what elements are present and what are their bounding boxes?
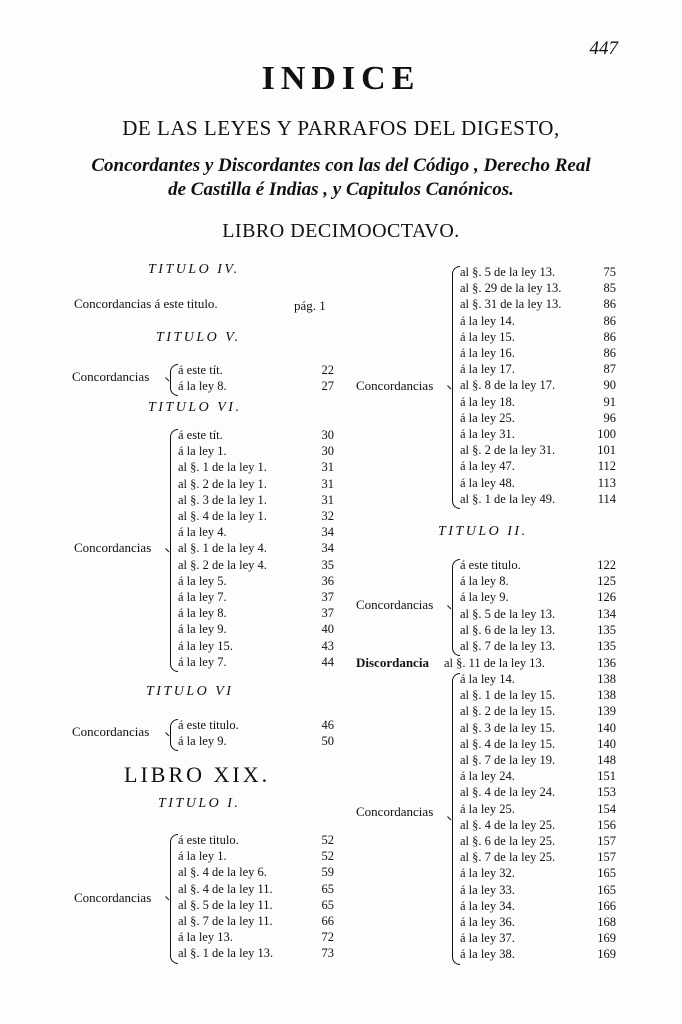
index-row-page: 22 bbox=[321, 363, 334, 377]
index-row bbox=[460, 687, 616, 703]
index-row-page: 36 bbox=[321, 573, 334, 588]
index-row bbox=[460, 638, 616, 654]
index-row bbox=[460, 606, 616, 622]
bracket bbox=[452, 266, 460, 509]
index-row bbox=[460, 671, 616, 687]
index-row-page: 138 bbox=[597, 672, 616, 686]
index-row-page: 135 bbox=[597, 622, 616, 637]
bracket bbox=[170, 834, 178, 964]
index-row-text: á la ley 14. bbox=[460, 313, 515, 328]
index-row-page: 114 bbox=[597, 491, 616, 506]
titulo-vi-b-label: Concordancias bbox=[72, 724, 150, 739]
index-row-text: al §. 1 de la ley 15. bbox=[460, 688, 556, 703]
index-row-page: 75 bbox=[603, 265, 616, 279]
concord2-label: Concordancias bbox=[356, 804, 434, 819]
index-row bbox=[178, 476, 334, 492]
index-row-text: al §. 2 de la ley 1. bbox=[178, 476, 267, 491]
index-row-page: 59 bbox=[321, 865, 334, 880]
index-row-page: 31 bbox=[321, 460, 334, 475]
index-row bbox=[460, 589, 616, 605]
index-row-text: al §. 6 de la ley 13. bbox=[460, 622, 556, 637]
index-row-page: 30 bbox=[321, 428, 334, 442]
index-row-page: 50 bbox=[321, 734, 334, 749]
index-row-text: al §. 7 de la ley 13. bbox=[460, 639, 556, 653]
index-row-text: al §. 3 de la ley 1. bbox=[178, 492, 267, 507]
index-row-page: 90 bbox=[603, 378, 616, 393]
index-row-page: 86 bbox=[603, 346, 616, 360]
index-row-page: 32 bbox=[321, 509, 334, 523]
index-row-text: á la ley 31. bbox=[460, 427, 515, 441]
index-row bbox=[460, 736, 616, 752]
index-row-text: á este tít. bbox=[178, 363, 223, 377]
index-row bbox=[460, 264, 616, 280]
index-row bbox=[178, 524, 334, 540]
index-row-page: 37 bbox=[321, 590, 334, 604]
index-row-text: á la ley 24. bbox=[460, 769, 515, 784]
titulo-vi-label: Concordancias bbox=[74, 540, 152, 555]
index-row-text: al §. 8 de la ley 17. bbox=[460, 378, 556, 393]
index-row-text: al §. 4 de la ley 1. bbox=[178, 509, 267, 523]
index-row bbox=[460, 458, 616, 474]
index-row bbox=[178, 459, 334, 475]
titulo-i-heading: TITULO I. bbox=[158, 796, 241, 811]
bracket bbox=[170, 364, 178, 396]
index-row-text: á la ley 9. bbox=[178, 622, 227, 637]
index-row bbox=[460, 394, 616, 410]
index-row-text: al §. 5 de la ley 13. bbox=[460, 606, 556, 621]
index-row-text: al §. 7 de la ley 11. bbox=[178, 914, 273, 928]
index-row-page: 65 bbox=[321, 881, 334, 896]
index-row-page: 169 bbox=[597, 947, 616, 962]
index-row-page: 139 bbox=[597, 704, 616, 719]
index-row-page: 31 bbox=[321, 476, 334, 491]
bracket bbox=[170, 719, 178, 751]
index-row-text: á la ley 7. bbox=[178, 654, 227, 669]
discordancia-label: Discordancia bbox=[356, 655, 429, 670]
index-row bbox=[460, 752, 616, 768]
index-row-page: 96 bbox=[603, 410, 616, 425]
index-row bbox=[460, 442, 616, 458]
index-row bbox=[178, 508, 334, 524]
index-row-text: al §. 4 de la ley 24. bbox=[460, 785, 556, 800]
index-row-page: 157 bbox=[597, 834, 616, 848]
bracket bbox=[170, 429, 178, 672]
index-row bbox=[460, 329, 616, 345]
index-row bbox=[178, 427, 334, 443]
index-row-page: 169 bbox=[597, 931, 616, 946]
index-row-text: á este tít. bbox=[178, 428, 223, 442]
index-row bbox=[178, 929, 334, 945]
index-row bbox=[178, 848, 334, 864]
index-row bbox=[178, 362, 334, 378]
index-row bbox=[178, 881, 334, 897]
index-row-text: á la ley 9. bbox=[178, 734, 227, 749]
titulo-v-heading: TITULO V. bbox=[156, 330, 241, 345]
index-row-text: al §. 1 de la ley 49. bbox=[460, 491, 556, 506]
index-row bbox=[178, 897, 334, 913]
index-row-text: á la ley 7. bbox=[178, 590, 227, 604]
index-row-page: 30 bbox=[321, 444, 334, 459]
index-row-text: al §. 7 de la ley 19. bbox=[460, 753, 556, 767]
index-row-page: 113 bbox=[597, 475, 616, 490]
index-row-page: 135 bbox=[597, 639, 616, 653]
titulo-v-label: Concordancias bbox=[72, 369, 150, 384]
index-row bbox=[460, 622, 616, 638]
index-row-text: al §. 29 de la ley 13. bbox=[460, 281, 562, 296]
index-row-text: á la ley 15. bbox=[178, 638, 233, 653]
index-row-page: 87 bbox=[603, 362, 616, 377]
index-row-page: 34 bbox=[321, 541, 334, 556]
index-row-page: 138 bbox=[597, 688, 616, 703]
index-row-text: al §. 4 de la ley 11. bbox=[178, 881, 273, 896]
index-row bbox=[460, 361, 616, 377]
index-row bbox=[178, 864, 334, 880]
index-row bbox=[178, 540, 334, 556]
cont-label: Concordancias bbox=[356, 378, 434, 393]
index-row-text: á la ley 37. bbox=[460, 931, 515, 946]
index-row bbox=[178, 733, 334, 749]
titulo-vi-b-heading: TITULO VI bbox=[146, 684, 234, 699]
index-row-text: á la ley 16. bbox=[460, 346, 515, 360]
index-row-text: á la ley 38. bbox=[460, 947, 515, 962]
index-row-page: 91 bbox=[603, 394, 616, 409]
index-row bbox=[178, 913, 334, 929]
index-row-page: 65 bbox=[321, 897, 334, 912]
bracket bbox=[452, 559, 460, 656]
index-description bbox=[0, 154, 682, 202]
discordancia-row bbox=[444, 655, 616, 671]
index-row bbox=[178, 605, 334, 621]
index-row bbox=[178, 573, 334, 589]
page-number: 447 bbox=[589, 38, 618, 59]
index-row-page: 52 bbox=[321, 833, 334, 847]
index-row bbox=[178, 638, 334, 654]
index-row-page: 46 bbox=[321, 718, 334, 732]
index-row-page: 112 bbox=[597, 459, 616, 474]
index-row-page: 40 bbox=[321, 622, 334, 637]
titulo-ii-heading: TITULO II. bbox=[438, 524, 528, 539]
index-row bbox=[460, 914, 616, 930]
index-row-page: 43 bbox=[321, 638, 334, 653]
index-row-page: 154 bbox=[597, 801, 616, 816]
description-line-1: Concordantes y Discordantes con las del Código , Derecho Real bbox=[91, 155, 591, 176]
index-row bbox=[178, 557, 334, 573]
index-row-text: al §. 4 de la ley 6. bbox=[178, 865, 267, 880]
index-row-page: 140 bbox=[597, 720, 616, 735]
index-subtitle: DE LAS LEYES Y PARRAFOS DEL DIGESTO, bbox=[122, 116, 560, 140]
index-row bbox=[460, 491, 616, 507]
index-row-page: 86 bbox=[603, 313, 616, 328]
index-row-text: al §. 2 de la ley 15. bbox=[460, 704, 556, 719]
index-row-text: á la ley 33. bbox=[460, 882, 515, 897]
index-row-text: al §. 7 de la ley 25. bbox=[460, 850, 556, 865]
index-row-page: 134 bbox=[597, 606, 616, 621]
index-row-text: al §. 4 de la ley 15. bbox=[460, 736, 556, 751]
index-row-page: 151 bbox=[597, 769, 616, 784]
index-row-page: 157 bbox=[597, 850, 616, 865]
index-row-text: á la ley 9. bbox=[460, 590, 509, 605]
index-row-page: 86 bbox=[603, 297, 616, 312]
index-row-text: á la ley 8. bbox=[178, 606, 227, 621]
index-row-page: 86 bbox=[603, 329, 616, 344]
index-row-page: 153 bbox=[597, 785, 616, 800]
bracket bbox=[452, 673, 460, 965]
index-row bbox=[178, 717, 334, 733]
index-row bbox=[178, 945, 334, 961]
index-row-page: 72 bbox=[321, 930, 334, 945]
index-row bbox=[178, 589, 334, 605]
index-row-page: 34 bbox=[321, 525, 334, 540]
index-row bbox=[460, 573, 616, 589]
index-row bbox=[460, 768, 616, 784]
index-row-page: 66 bbox=[321, 914, 334, 928]
index-row bbox=[460, 930, 616, 946]
index-row-text: á la ley 4. bbox=[178, 525, 227, 540]
index-row bbox=[178, 621, 334, 637]
index-row-text: á la ley 47. bbox=[460, 459, 515, 474]
index-row bbox=[460, 296, 616, 312]
index-row bbox=[178, 492, 334, 508]
index-row-page: 27 bbox=[321, 379, 334, 394]
index-row bbox=[460, 849, 616, 865]
index-row-text: á la ley 34. bbox=[460, 898, 515, 913]
index-row bbox=[178, 443, 334, 459]
index-row bbox=[460, 833, 616, 849]
index-row-text: á la ley 1. bbox=[178, 444, 227, 459]
index-row-text: á la ley 8. bbox=[460, 574, 509, 589]
discordancia-text: al §. 11 de la ley 13. bbox=[444, 656, 545, 670]
index-row-page: 125 bbox=[597, 574, 616, 589]
index-row-text: á la ley 14. bbox=[460, 672, 515, 686]
index-row-text: al §. 1 de la ley 4. bbox=[178, 541, 267, 556]
titulo-ii-label: Concordancias bbox=[356, 597, 434, 612]
titulo-iv-entry: Concordancias á este titulo. bbox=[74, 296, 218, 311]
index-row bbox=[460, 475, 616, 491]
index-row bbox=[460, 946, 616, 962]
index-row-text: al §. 6 de la ley 25. bbox=[460, 834, 556, 848]
index-row-page: 165 bbox=[597, 882, 616, 897]
index-row-page: 35 bbox=[321, 557, 334, 572]
index-row bbox=[178, 832, 334, 848]
index-row-page: 166 bbox=[597, 898, 616, 913]
index-row-page: 148 bbox=[597, 753, 616, 767]
libro-xix-heading: LIBRO XIX. bbox=[124, 762, 271, 787]
index-row-text: á la ley 15. bbox=[460, 329, 515, 344]
index-row bbox=[460, 898, 616, 914]
index-row-page: 101 bbox=[597, 443, 616, 458]
index-row-page: 140 bbox=[597, 736, 616, 751]
index-row-text: á la ley 25. bbox=[460, 410, 515, 425]
index-row-text: á la ley 48. bbox=[460, 475, 515, 490]
index-title: INDICE bbox=[261, 60, 421, 97]
index-row-page: 100 bbox=[597, 427, 616, 441]
index-row bbox=[460, 345, 616, 361]
index-row-text: á la ley 1. bbox=[178, 849, 227, 864]
index-row-page: 126 bbox=[597, 590, 616, 605]
index-row-text: al §. 1 de la ley 1. bbox=[178, 460, 267, 475]
index-row-text: á la ley 36. bbox=[460, 915, 515, 929]
index-row-page: 31 bbox=[321, 492, 334, 507]
index-row bbox=[460, 720, 616, 736]
index-row bbox=[460, 377, 616, 393]
index-row bbox=[460, 426, 616, 442]
index-row-text: á la ley 17. bbox=[460, 362, 515, 377]
index-row-text: al §. 5 de la ley 11. bbox=[178, 897, 273, 912]
index-row-text: al §. 2 de la ley 31. bbox=[460, 443, 556, 458]
index-row bbox=[460, 817, 616, 833]
index-row-text: á este titulo. bbox=[460, 558, 521, 572]
index-row-text: á la ley 18. bbox=[460, 394, 515, 409]
index-row-text: al §. 1 de la ley 13. bbox=[178, 946, 274, 961]
index-row-text: á este titulo. bbox=[178, 833, 239, 847]
index-row-page: 44 bbox=[321, 654, 334, 669]
book-heading: LIBRO DECIMOOCTAVO. bbox=[222, 220, 460, 242]
index-row bbox=[460, 865, 616, 881]
index-row-text: á la ley 25. bbox=[460, 801, 515, 816]
index-row bbox=[460, 801, 616, 817]
index-row-page: 165 bbox=[597, 866, 616, 881]
index-row-text: á la ley 32. bbox=[460, 866, 515, 881]
index-row-text: al §. 2 de la ley 4. bbox=[178, 557, 267, 572]
index-row-page: 156 bbox=[597, 817, 616, 832]
index-row-page: 122 bbox=[597, 558, 616, 572]
index-row-text: á la ley 8. bbox=[178, 379, 227, 394]
index-row bbox=[178, 654, 334, 670]
index-row bbox=[460, 557, 616, 573]
index-row-text: al §. 31 de la ley 13. bbox=[460, 297, 562, 312]
index-row-page: 168 bbox=[597, 915, 616, 929]
description-line-2: de Castilla é Indias , y Capitulos Canónicos. bbox=[168, 179, 514, 200]
index-row bbox=[460, 280, 616, 296]
titulo-vi-heading: TITULO VI. bbox=[148, 400, 242, 415]
index-row bbox=[460, 703, 616, 719]
index-row bbox=[460, 784, 616, 800]
index-row-page: 85 bbox=[603, 281, 616, 296]
index-row-page: 37 bbox=[321, 606, 334, 621]
index-row bbox=[178, 378, 334, 394]
titulo-i-label: Concordancias bbox=[74, 890, 152, 905]
titulo-iv-page: pág. 1 bbox=[294, 298, 326, 313]
titulo-iv-heading: TITULO IV. bbox=[148, 262, 240, 277]
index-row-text: al §. 4 de la ley 25. bbox=[460, 817, 556, 832]
index-row-page: 73 bbox=[321, 946, 334, 961]
index-row bbox=[460, 410, 616, 426]
index-row bbox=[460, 313, 616, 329]
index-row-text: á este titulo. bbox=[178, 718, 239, 732]
index-row-text: al §. 5 de la ley 13. bbox=[460, 265, 556, 279]
index-row-text: al §. 3 de la ley 15. bbox=[460, 720, 556, 735]
index-row-text: á la ley 5. bbox=[178, 573, 227, 588]
discordancia-page: 136 bbox=[597, 656, 616, 670]
index-row bbox=[460, 882, 616, 898]
index-row-page: 52 bbox=[321, 849, 334, 864]
index-row-text: á la ley 13. bbox=[178, 930, 233, 945]
